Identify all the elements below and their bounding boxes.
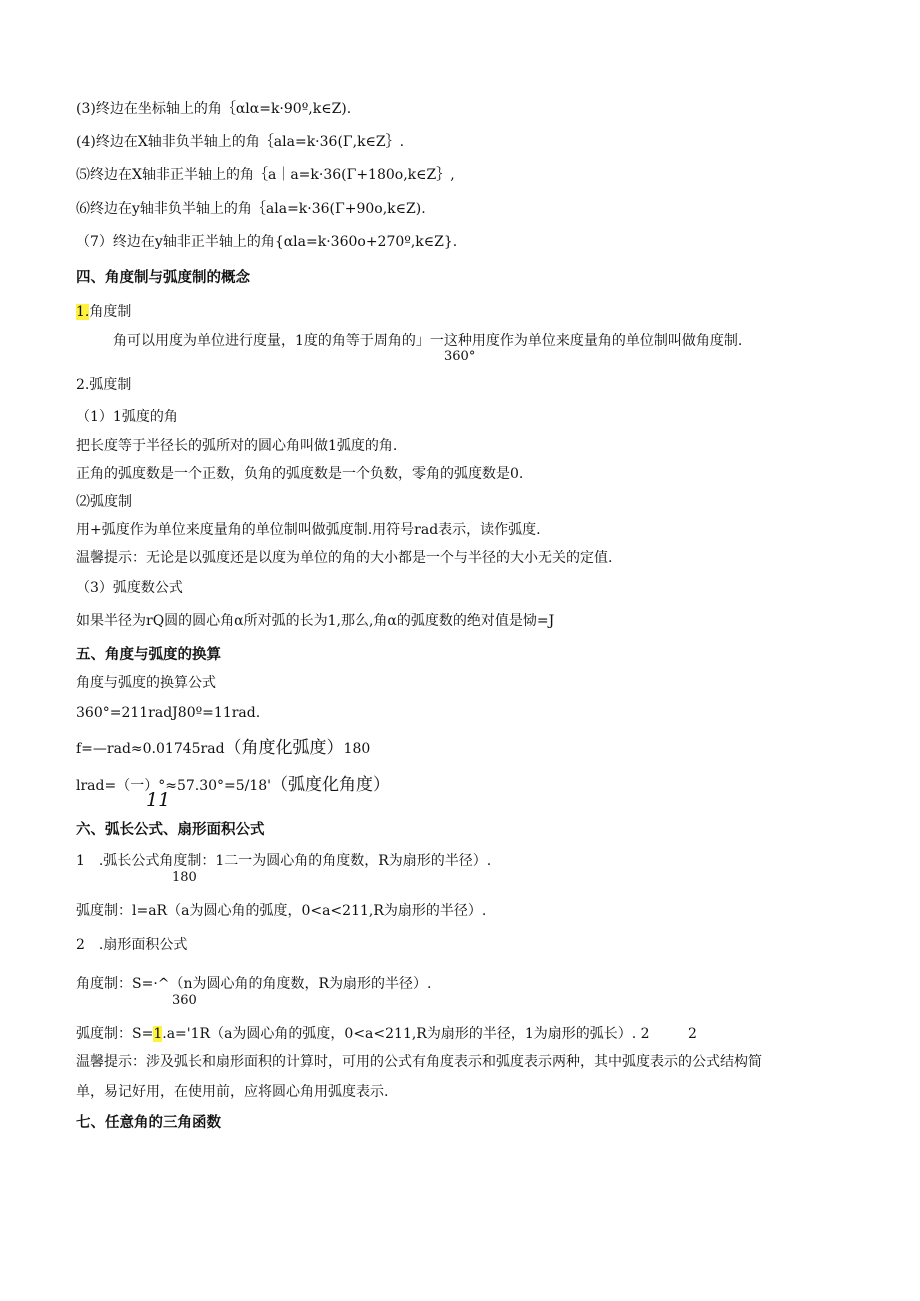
radian-to-degree-line (76, 776, 390, 795)
radian-formula-text: 如果半径为rQ圆的圆心角α所对弧的长为1,那么,角α的弧度数的绝对值是恸=J (76, 613, 555, 629)
line-y-nonneg: ⑹终边在y轴非负半轴上的角｛ala=k·36(Γ+90o,k∈Z). (76, 201, 426, 217)
degree-to-radian-denominator: 180 (343, 741, 371, 757)
line-axis-angles: (3)终边在坐标轴上的角｛αlα=k·90º,k∈Z). (76, 101, 352, 117)
radian-to-degree-note: （弧度化角度） (271, 775, 391, 795)
degree-to-radian-formula: f=—rad≈0.01745rad (76, 741, 225, 757)
degree-to-radian-note: （角度化弧度） (224, 738, 344, 758)
radian-sign-rule: 正角的弧度数是一个正数，负角的弧度数是一个负数，零角的弧度数是0. (76, 466, 524, 482)
sector-area-radian-prefix: 弧度制：S= (76, 1026, 154, 1042)
highlighted-one: 1 (153, 1026, 163, 1042)
highlighted-number: 1. (76, 304, 90, 320)
line-x-nonneg: (4)终边在X轴非负半轴上的角｛ala=k·36(Γ,k∈Z｝. (76, 134, 405, 150)
section-heading-4: 四、角度制与弧度制的概念 (76, 270, 250, 286)
line-x-nonpos: ⑸终边在X轴非正半轴上的角｛a｜a=k·36(Γ+180o,k∈Z｝, (76, 167, 455, 183)
item-one-radian: （1）1弧度的角 (76, 409, 178, 425)
conversion-title: 角度与弧度的换算公式 (76, 675, 216, 691)
section-heading-6: 六、弧长公式、扇形面积公式 (76, 822, 265, 838)
subsection-label: 角度制 (89, 304, 132, 320)
sector-area-radian (76, 1025, 650, 1043)
tip-formula-line-2: 单，易记好用，在使用前，应将圆心角用弧度表示. (76, 1084, 389, 1100)
fraction-denominator: 360° (444, 349, 476, 364)
degree-definition: 角可以用度为单位进行度量，1度的角等于周角的」一这种用度作为单位来度量角的单位制叫做角度制. (113, 333, 743, 349)
line-y-nonpos: （7）终边在y轴非正半轴上的角{αla=k·360o+270º,k∈Z}. (76, 234, 458, 250)
radian-to-degree-denominator: 11 (146, 789, 171, 811)
sector-area-degree: 角度制：S=·^（n为圆心角的角度数，R为扇形的半径）. (76, 976, 432, 992)
sector-area-radian-rest: .a='1R（a为圆心角的弧度，0<a<211,R为扇形的半径，1为扇形的弧长）. 2 (162, 1026, 650, 1042)
subsection-degree-system (76, 303, 131, 321)
tip-formula-line-1: 温馨提示：涉及弧长和扇形面积的计算时，可用的公式有角度表示和弧度表示两种，其中弧度表示的公式结构简 (76, 1054, 762, 1070)
tip-radian-independence: 温馨提示：无论是以弧度还是以度为单位的角的大小都是一个与半径的大小无关的定值. (76, 550, 613, 566)
item-radian-formula: （3）弧度数公式 (76, 580, 183, 596)
arc-length-denominator: 180 (172, 870, 197, 885)
sector-area-fraction-two: 2 (688, 1026, 697, 1042)
radian-to-degree-formula: lrad=（一）°≈57.30°=5/18' (76, 778, 272, 794)
arc-length-degree: 1 .弧长公式角度制：1二一为圆心角的角度数，R为扇形的半径）. (76, 853, 492, 869)
conversion-identity: 360°=211radJ80º=11rad. (76, 705, 261, 721)
degree-to-radian-line (76, 739, 370, 758)
section-heading-7: 七、任意角的三角函数 (76, 1115, 221, 1131)
sector-area-denominator: 360 (172, 993, 197, 1008)
subsection-radian-system: 2.弧度制 (76, 377, 132, 393)
sector-area-title: 2 .扇形面积公式 (76, 937, 188, 953)
section-heading-5: 五、角度与弧度的换算 (76, 647, 221, 663)
item-radian-system: ⑵弧度制 (76, 494, 132, 510)
arc-length-radian: 弧度制：l=aR（a为圆心角的弧度，0<a<211,R为扇形的半径）. (76, 903, 487, 919)
radian-definition: 把长度等于半径长的弧所对的圆心角叫做1弧度的角. (76, 438, 398, 454)
radian-system-definition: 用+弧度作为单位来度量角的单位制叫做弧度制.用符号rad表示，读作弧度. (76, 522, 541, 538)
